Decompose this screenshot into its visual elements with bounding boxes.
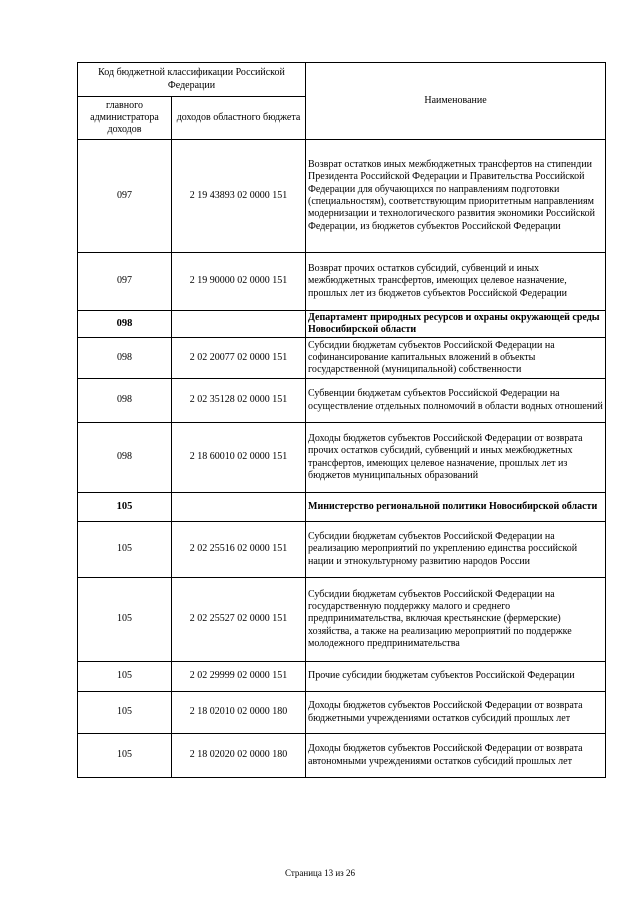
income-code-cell: 2 02 35128 02 0000 151: [172, 379, 306, 423]
table-row: [78, 253, 606, 311]
page-number-footer: Страница 13 из 26: [285, 868, 355, 878]
header-admin-column: главного администратора доходов: [78, 97, 172, 140]
table-row: [78, 379, 606, 423]
department-name-cell: Министерство региональной политики Новосибирской области: [306, 493, 606, 522]
name-cell: Субсидии бюджетам субъектов Российской Федерации на софинансирование капитальных вложений в объекты государственной (муниципальной) собственности: [306, 338, 606, 379]
income-code-cell: 2 02 20077 02 0000 151: [172, 338, 306, 379]
admin-code-cell: 105: [78, 493, 172, 522]
admin-code-cell: 097: [78, 140, 172, 253]
name-cell: Доходы бюджетов субъектов Российской Федерации от возврата прочих остатков субсидий, субвенций и иных межбюджетных трансфертов, имеющих целевое назначение, прошлых лет из бюджетов муниципальных образований: [306, 423, 606, 493]
budget-classification-table: [77, 62, 606, 778]
income-code-cell: 2 02 29999 02 0000 151: [172, 662, 306, 692]
admin-code-cell: 098: [78, 311, 172, 338]
income-code-cell: 2 18 02020 02 0000 180: [172, 734, 306, 778]
table-row: [78, 692, 606, 734]
admin-code-cell: 098: [78, 379, 172, 423]
name-cell: Субвенции бюджетам субъектов Российской Федерации на осуществление отдельных полномочий в области водных отношений: [306, 379, 606, 423]
income-code-cell: 2 18 60010 02 0000 151: [172, 423, 306, 493]
admin-code-cell: 105: [78, 734, 172, 778]
table-row: [78, 578, 606, 662]
income-code-cell: 2 19 43893 02 0000 151: [172, 140, 306, 253]
name-cell: Субсидии бюджетам субъектов Российской Федерации на государственную поддержку малого и среднего предпринимательства, включая крестьянские (фермерские) хозяйства, а также на реализацию мероприятий по поддержке молодежного предпринимательства: [306, 578, 606, 662]
admin-code-cell: 105: [78, 578, 172, 662]
name-cell: Возврат прочих остатков субсидий, субвенций и иных межбюджетных трансфертов, имеющих целевое назначение, прошлых лет из бюджетов субъектов Российской Федерации: [306, 253, 606, 311]
income-code-cell: 2 02 25527 02 0000 151: [172, 578, 306, 662]
table-row: [78, 522, 606, 578]
table-row: [78, 140, 606, 253]
income-code-cell: 2 19 90000 02 0000 151: [172, 253, 306, 311]
header-income-column: доходов областного бюджета: [172, 97, 306, 140]
table-row: [78, 338, 606, 379]
header-name-column: Наименование: [306, 63, 606, 140]
admin-code-cell: 098: [78, 423, 172, 493]
admin-code-cell: 105: [78, 662, 172, 692]
income-code-cell: [172, 493, 306, 522]
department-name-cell: Департамент природных ресурсов и охраны окружающей среды Новосибирской области: [306, 311, 606, 338]
department-row: [78, 493, 606, 522]
table-row: [78, 423, 606, 493]
name-cell: Доходы бюджетов субъектов Российской Федерации от возврата бюджетными учреждениями остатков субсидий прошлых лет: [306, 692, 606, 734]
name-cell: Субсидии бюджетам субъектов Российской Федерации на реализацию мероприятий по укреплению единства российской нации и этнокультурному развитию народов России: [306, 522, 606, 578]
admin-code-cell: 105: [78, 522, 172, 578]
table-row: [78, 734, 606, 778]
header-group-title: Код бюджетной классификации Российской Федерации: [78, 63, 306, 97]
income-code-cell: [172, 311, 306, 338]
name-cell: Прочие субсидии бюджетам субъектов Российской Федерации: [306, 662, 606, 692]
admin-code-cell: 105: [78, 692, 172, 734]
table-row: [78, 662, 606, 692]
department-row: [78, 311, 606, 338]
table-header-row: [78, 63, 606, 97]
name-cell: Доходы бюджетов субъектов Российской Федерации от возврата автономными учреждениями остатков субсидий прошлых лет: [306, 734, 606, 778]
admin-code-cell: 097: [78, 253, 172, 311]
admin-code-cell: 098: [78, 338, 172, 379]
income-code-cell: 2 18 02010 02 0000 180: [172, 692, 306, 734]
name-cell: Возврат остатков иных межбюджетных трансфертов на стипендии Президента Российской Федерации и Правительства Российской Федерации для обучающихся по направлениям подготовки (специальностям), соответствующим приоритетным направлениям модернизации и технологического развития экономики Российской Федерации, из бюджетов субъектов Российской Федерации: [306, 140, 606, 253]
income-code-cell: 2 02 25516 02 0000 151: [172, 522, 306, 578]
